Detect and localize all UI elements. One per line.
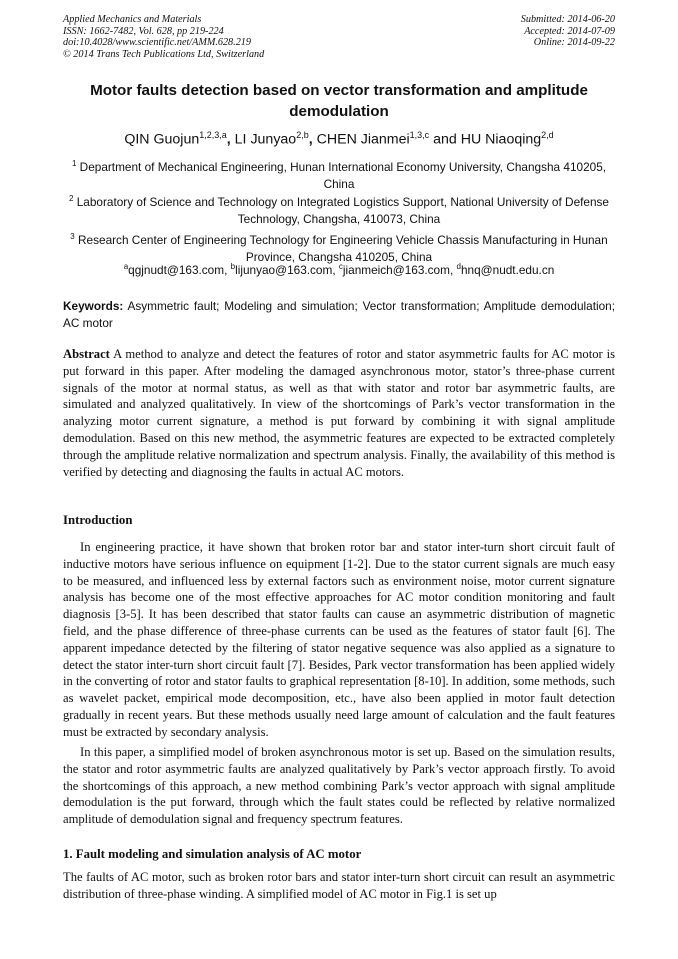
online-date: Online: 2014-09-22 (533, 37, 615, 49)
affiliation-text: Research Center of Engineering Technology for Engineering Vehicle Chassis Manufacturing in Hunan Province, Changsha 410205, China (78, 232, 608, 264)
author-separator: , (308, 131, 317, 148)
keywords-label: Keywords: (63, 299, 124, 313)
email-marker: a (123, 262, 129, 271)
email-address: jianmeich@163.com (342, 262, 450, 277)
author-affiliation-marker: 1,3,c (409, 130, 430, 140)
author-name: CHEN Jianmei (316, 131, 410, 148)
affiliation-text: Department of Mechanical Engineering, Hunan International Economy University, Changsha 410205, China (79, 159, 607, 191)
keywords-text: Asymmetric fault; Modeling and simulation; Vector transformation; Amplitude demodulation; AC motor (63, 299, 615, 330)
affiliation-2 (68, 190, 610, 228)
abstract-label: Abstract (63, 347, 110, 361)
email-separator: , (449, 262, 457, 277)
email-separator: , (224, 262, 231, 277)
author-list (63, 130, 615, 148)
introduction-paragraph-1: In engineering practice, it have shown that broken rotor bar and stator inter-turn short circuit fault of inductive motors have serious influence on equipment [1-2]. Due to the stator current signals are much easy to be measured, and influenced less by external factors such as environment noise, motor current signature analysis has become one of the most effective approaches for AC motor condition monitoring and fault diagnosis [3-5]. It has been described that stator faults can cause an asymmetric distribution of magnetic field, and the phase difference of three-phase currents can be used as the features of stator fault [6]. The apparent impedance detected by the filtering of stator negative sequence was also applied as a signature to detect the stator inter-turn short circuit fault [7]. Besides, Park vector transformation has been applied widely in the converting of rotor and stator faults to graphical representation [8-10]. In addition, some methods, such as wavelet packet, empirical mode decomposition, etc., have also been applied in motor fault detection gradually in recent years. But these methods usually need large amount of calculation and the fault features must be extracted by secondary analysis. (63, 540, 615, 739)
affiliation-text: Laboratory of Science and Technology on Integrated Logistics Support, National University of Defense Technology, Changsha, 410073, China (76, 194, 609, 226)
paper-title: Motor faults detection based on vector transformation and amplitude demodulation (90, 82, 588, 120)
introduction-paragraph-2: In this paper, a simplified model of broken asynchronous motor is set up. Based on the simulation results, the stator and rotor asymmetric faults are analyzed qualitatively by Park’s vector approach firstly. To avoid the shortcomings of this approach, a new method combining Park’s vector approach with signal amplitude demodulation is the put forward, through which the fault states could be reflected by relative normalized amplitude of demodulation signal and frequency spectrum features. (63, 745, 615, 827)
abstract (63, 346, 615, 480)
author-name: QIN Guojun (124, 131, 200, 148)
accepted-date: Accepted: 2014-07-09 (524, 25, 615, 37)
author-separator: and (429, 131, 461, 148)
affiliation-number: 1 (71, 159, 77, 168)
copyright-line: © 2014 Trans Tech Publications Ltd, Switzerland (63, 48, 265, 60)
keywords (63, 298, 615, 332)
journal-name: Applied Mechanics and Materials (63, 14, 202, 25)
journal-info (63, 14, 264, 60)
author-name: LI Junyao (234, 131, 297, 148)
affiliation-1 (68, 155, 610, 193)
section-heading-introduction: Introduction (63, 513, 133, 527)
issn-line: ISSN: 1662-7482, Vol. 628, pp 219-224 (63, 25, 224, 37)
author-affiliation-marker: 1,2,3,a (199, 130, 227, 140)
affiliation-number: 2 (68, 194, 74, 203)
submitted-date: Submitted: 2014-06-20 (520, 14, 615, 25)
section-1-paragraph-1: The faults of AC motor, such as broken rotor bars and stator inter-turn short circuit can result an asymmetric distribution of three-phase winding. A simplified model of AC motor in Fig.1 is set up (63, 870, 615, 901)
abstract-text: A method to analyze and detect the features of rotor and stator asymmetric faults for AC motor is put forward in this paper. After modeling the damaged asynchronous motor, stator’s three-phase current signals of the motor at normal status, as well as that with stator and rotor bar asymmetric faults, are simulated and analyzed qualitatively. In view of the shortcomings of Park’s vector transformation in the analyzing motor current signature, a method is put forward by combining it with signal amplitude demodulation. Based on this new method, the asymmetric features are expected to be extracted completely through the amplitude relative normalization and spectrum analysis. Finally, the availability of this method is verified by detecting and diagnosing the faults in actual AC motors. (63, 347, 615, 479)
email-marker: b (230, 262, 236, 271)
email-separator: , (332, 262, 339, 277)
email-address: hnq@nudt.edu.cn (460, 262, 555, 277)
author-affiliation-marker: 2,d (541, 130, 554, 140)
section-heading-1: 1. Fault modeling and simulation analysis of AC motor (63, 847, 362, 861)
affiliation-3 (68, 228, 610, 266)
email-marker: d (456, 262, 461, 271)
email-marker: c (338, 262, 343, 271)
doi-line: doi:10.4028/www.scientific.net/AMM.628.219 (63, 37, 251, 49)
author-separator: , (226, 131, 235, 148)
email-address: lijunyao@163.com (235, 262, 333, 277)
author-affiliation-marker: 2,b (296, 130, 309, 140)
author-name: HU Niaoqing (460, 131, 542, 148)
email-address: qgjnudt@163.com (128, 262, 225, 277)
date-info (521, 14, 615, 49)
affiliation-number: 3 (70, 232, 75, 241)
author-emails (63, 262, 615, 277)
